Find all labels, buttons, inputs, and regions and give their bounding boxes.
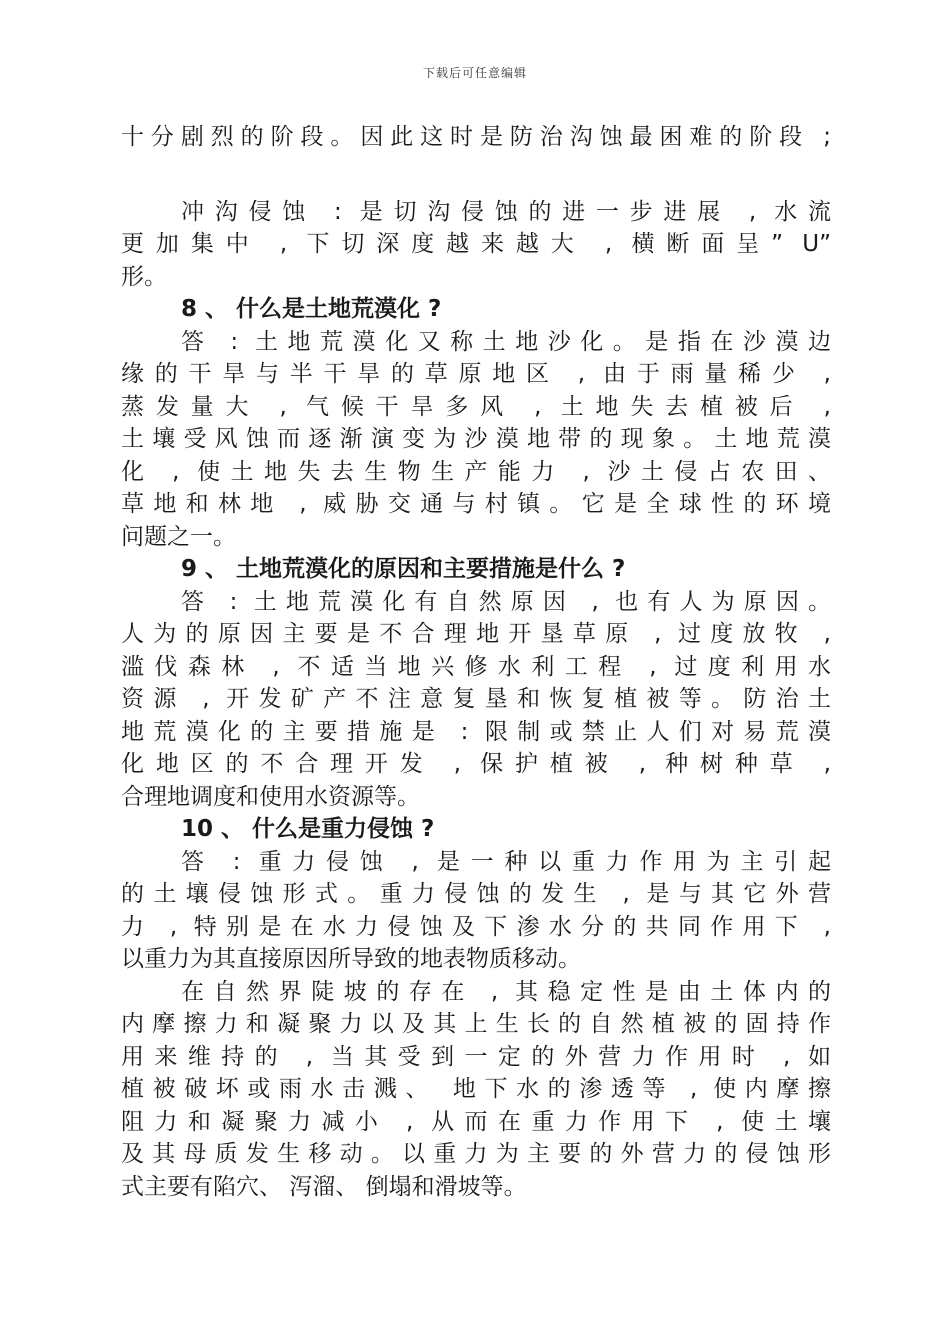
paragraph-line: 蒸发量大 , 气候干旱多风 , 土地失去植被后 , [121, 393, 831, 420]
paragraph-line: 答 : 土地荒漠化有自然原因 , 也有人为原因。 [181, 588, 831, 615]
paragraph-line: 地荒漠化的主要措施是 : 限制或禁止人们对易荒漠 [121, 718, 831, 745]
paragraph-line: 资源 , 开发矿产不注意复垦和恢复植被等。防治土 [121, 686, 831, 712]
paragraph-line: 植被破坏或雨水击溅、 地下水的渗透等 , 使内摩擦 [121, 1076, 831, 1102]
paragraph-line: 化 , 使土地失去生物生产能力 , 沙土侵占农田、 [121, 458, 831, 485]
paragraph-line: 在自然界陡坡的存在 , 其稳定性是由土体内的 [181, 978, 831, 1005]
paragraph-line: 缘的干旱与半干旱的草原地区 , 由于雨量稀少 , [121, 361, 831, 387]
paragraph-line: 合理地调度和使用水资源等。 [121, 783, 420, 810]
section-heading-8: 8 、 什么是土地荒漠化 ? [181, 296, 442, 322]
paragraph-line: 式主要有陷穴、 泻溜、 倒塌和滑坡等。 [121, 1173, 527, 1200]
paragraph-line: 草地和林地 , 威胁交通与村镇。它是全球性的环境 [121, 491, 831, 517]
paragraph-line: 土壤受风蚀而逐渐演变为沙漠地带的现象。土地荒漠 [121, 426, 831, 452]
paragraph-line: 以重力为其直接原因所导致的地表物质移动。 [121, 946, 581, 972]
paragraph-line: 更加集中 , 下切深度越来越大 , 横断面呈” U” [121, 231, 831, 257]
paragraph-line: 冲沟侵蚀 : 是切沟侵蚀的进一步进展 , 水流 [181, 198, 831, 225]
paragraph-line: 化地区的不合理开发 , 保护植被 , 种树种草 , [121, 751, 831, 777]
page-header-note: 下载后可任意编辑 [422, 66, 527, 80]
paragraph-line: 用来维持的 , 当其受到一定的外营力作用时 , 如 [121, 1043, 831, 1070]
section-heading-10: 10 、 什么是重力侵蚀 ? [181, 816, 435, 842]
paragraph-line: 力 , 特别是在水力侵蚀及下渗水分的共同作用下 , [121, 913, 831, 940]
paragraph-line: 内摩擦力和凝聚力以及其上生长的自然植被的固持作 [121, 1011, 831, 1037]
paragraph-line: 形。 [121, 263, 167, 290]
section-heading-9: 9 、 土地荒漠化的原因和主要措施是什么 ? [181, 556, 626, 582]
paragraph-line: 人为的原因主要是不合理地开垦草原 , 过度放牧 , [121, 621, 831, 647]
paragraph-line: 的土壤侵蚀形式。重力侵蚀的发生 , 是与其它外营 [121, 881, 831, 907]
paragraph-line: 阻力和凝聚力减小 , 从而在重力作用下 , 使土壤 [121, 1108, 831, 1135]
paragraph-line: 十分剧烈的阶段。因此这时是防治沟蚀最困难的阶段 ; [121, 124, 831, 150]
paragraph-line: 答 : 土地荒漠化又称土地沙化。是指在沙漠边 [181, 328, 831, 355]
paragraph-line: 及其母质发生移动。以重力为主要的外营力的侵蚀形 [121, 1141, 831, 1167]
paragraph-line: 滥伐森林 , 不适当地兴修水利工程 , 过度利用水 [121, 653, 831, 680]
paragraph-line: 问题之一。 [121, 523, 236, 550]
document-body [121, 121, 831, 1203]
paragraph-line: 答 : 重力侵蚀 , 是一种以重力作用为主引起 [181, 848, 831, 875]
